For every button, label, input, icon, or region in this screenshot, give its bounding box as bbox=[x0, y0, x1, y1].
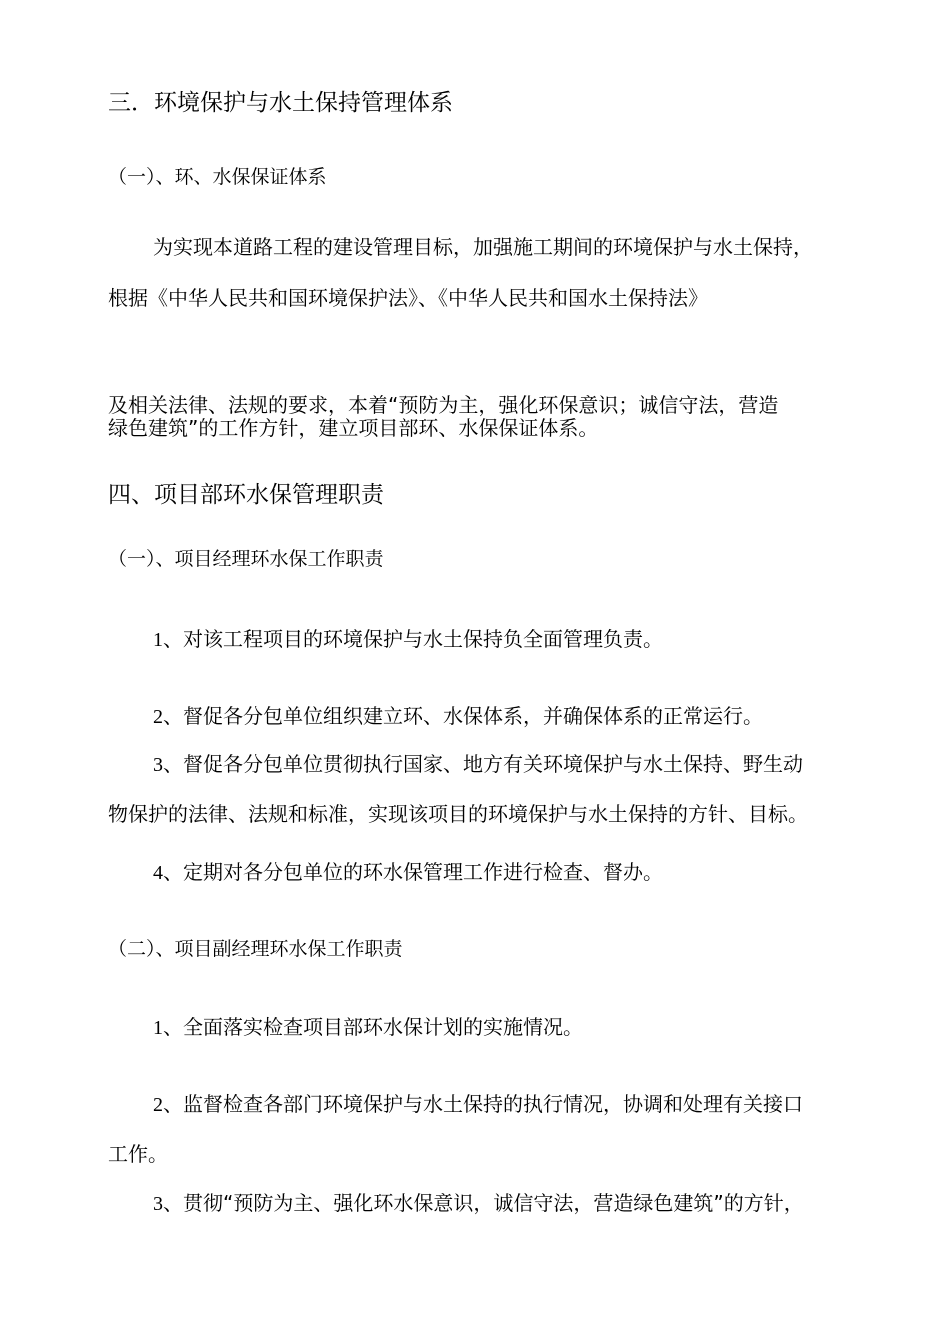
list-item bbox=[153, 1189, 804, 1218]
list-item-text: 、全面落实检查项目部环水保计划的实施情况。 bbox=[163, 1015, 583, 1039]
list-item-text: 、对该工程项目的环境保护与水土保持负全面管理负责。 bbox=[163, 627, 663, 651]
section-heading-4: 四、项目部环水保管理职责 bbox=[108, 482, 384, 508]
list-item bbox=[153, 702, 763, 731]
list-item bbox=[153, 750, 803, 779]
list-item-number: 2 bbox=[153, 706, 163, 728]
section-heading-3: 三．环境保护与水土保持管理体系 bbox=[108, 90, 453, 116]
list-item-text: 、督促各分包单位贯彻执行国家、地方有关环境保护与水土保持、野生动 bbox=[163, 752, 803, 776]
list-item-text: 、贯彻“预防为主、强化环水保意识，诚信守法，营造绿色建筑”的方针， bbox=[163, 1191, 804, 1215]
list-item-number: 3 bbox=[153, 754, 163, 776]
paragraph-line: 绿色建筑”的工作方针，建立项目部环、水保保证体系。 bbox=[108, 416, 599, 440]
list-item-number: 3 bbox=[153, 1193, 163, 1215]
list-item-continuation: 工作。 bbox=[108, 1142, 168, 1166]
subsection-heading-4-2: （二）、项目副经理环水保工作职责 bbox=[108, 938, 403, 960]
list-item-text: 、监督检查各部门环境保护与水土保持的执行情况，协调和处理有关接口 bbox=[163, 1092, 803, 1116]
list-item bbox=[153, 1013, 583, 1042]
list-item-number: 1 bbox=[153, 629, 163, 651]
paragraph-line: 根据《中华人民共和国环境保护法》、《中华人民共和国水土保持法》 bbox=[108, 286, 708, 310]
subsection-heading-4-1: （一）、项目经理环水保工作职责 bbox=[108, 548, 384, 570]
paragraph-line: 为实现本道路工程的建设管理目标，加强施工期间的环境保护与水土保持， bbox=[153, 235, 813, 259]
list-item bbox=[153, 858, 663, 887]
list-item-text: 、督促各分包单位组织建立环、水保体系，并确保体系的正常运行。 bbox=[163, 704, 763, 728]
list-item bbox=[153, 625, 663, 654]
list-item-number: 4 bbox=[153, 862, 163, 884]
list-item-text: 、定期对各分包单位的环水保管理工作进行检查、督办。 bbox=[163, 860, 663, 884]
list-item-number: 2 bbox=[153, 1094, 163, 1116]
subsection-heading-3-1: （一）、环、水保保证体系 bbox=[108, 166, 327, 188]
paragraph-line: 及相关法律、法规的要求，本着“预防为主，强化环保意识；诚信守法，营造 bbox=[108, 393, 779, 417]
list-item bbox=[153, 1090, 803, 1119]
list-item-continuation: 物保护的法律、法规和标准，实现该项目的环境保护与水土保持的方针、目标。 bbox=[108, 802, 808, 826]
list-item-number: 1 bbox=[153, 1017, 163, 1039]
